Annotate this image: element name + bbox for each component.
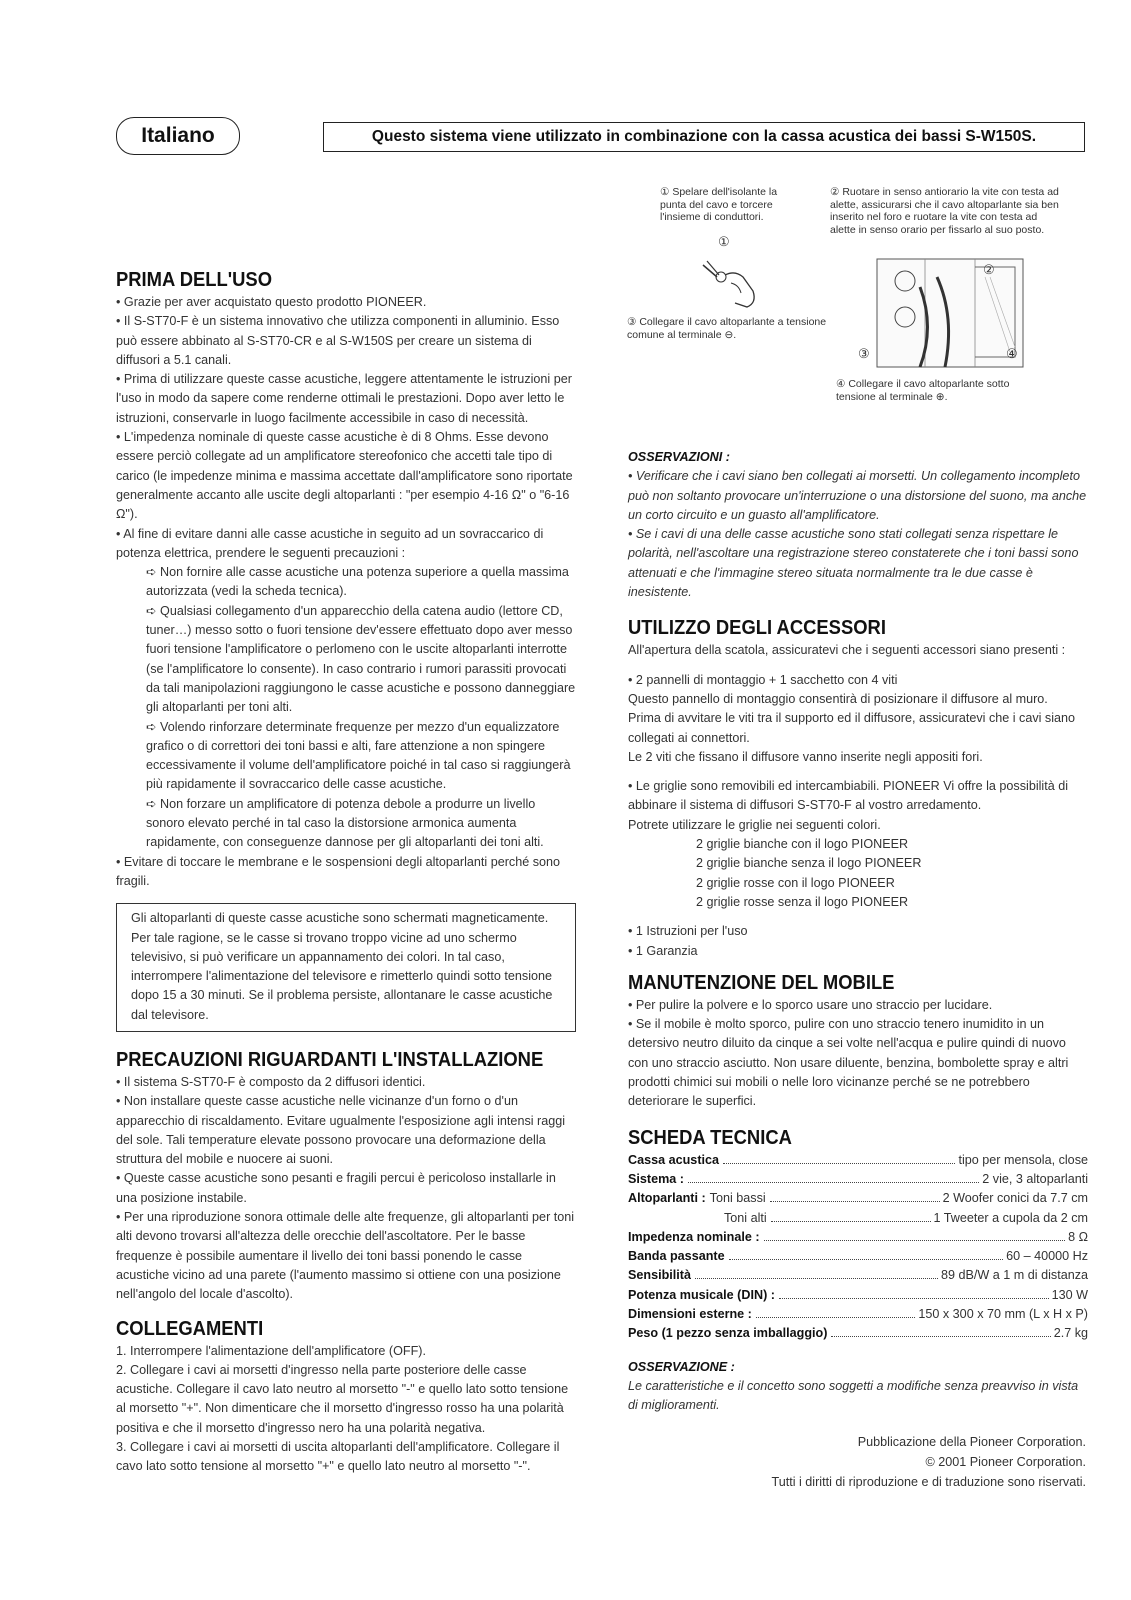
spec-key: Impedenza nominale : — [628, 1229, 760, 1244]
paragraph: • Evitare di toccare le membrane e le sospensioni degli altoparlanti perché sono fragili. — [116, 854, 561, 888]
paragraph: All'apertura della scatola, assicuratevi che i seguenti accessori siano presenti : — [628, 643, 1066, 658]
spec-value: 130 W — [1051, 1287, 1088, 1302]
grille-option: 2 griglie rosse con il logo PIONEER — [696, 875, 895, 890]
grille-option: 2 griglie rosse senza il logo PIONEER — [696, 894, 909, 909]
spec-row — [628, 1151, 1088, 1170]
magnetic-shield-note: Gli altoparlanti di queste casse acustiche sono schermati magneticamente. Per tale ragione, se le casse si trovano troppo vicine ad uno schermo televisivo, si può verificare un appannamento dei colori. In tal caso, interrompere l'alimentazione del televisore e rimetterlo quindi sotto tensione dopo 15 a 30 minuti. Se il problema persiste, allontanare le casse acustiche dal televisore. — [116, 903, 576, 1032]
paragraph: Questo pannello di montaggio consentirà di posizionare il diffusore al muro. — [628, 691, 1048, 706]
paragraph: Le 2 viti che fissano il diffusore vanno inserite negli appositi fori. — [628, 749, 983, 764]
sub-item: ➪ Volendo rinforzare determinate frequenze per mezzo d'un equalizzatore grafico o di correttori dei toni bassi e alti, fare attenzione a non spingere eccessivamente il volume dell'amplificatore poiché in tal caso si raggiungerà più rapidamente il sovraccarico delle casse acustiche. — [146, 719, 571, 792]
leader-dots — [770, 1200, 940, 1202]
spec-value: 60 – 40000 Hz — [1006, 1249, 1088, 1264]
left-column — [116, 268, 576, 1477]
paragraph: • Al fine di evitare danni alle casse acustiche in seguito ad un sovraccarico di potenza elettrica, prendere le seguenti precauzioni : — [116, 526, 544, 560]
spec-row — [628, 1209, 1088, 1228]
section-title-manutenzione: MANUTENZIONE DEL MOBILE — [628, 971, 895, 994]
paragraph: • Non installare queste casse acustiche nelle vicinanze d'un forno o d'un apparecchio di riscaldamento. Evitare ugualmente l'esposizione agli intensi raggi del sole. Tali temperature elevate possono provocare una deformazione della struttura del mobile e nuocere ai suoni. — [116, 1094, 566, 1167]
section-title-accessori: UTILIZZO DEGLI ACCESSORI — [628, 617, 886, 640]
publisher-footer — [771, 1432, 1086, 1492]
spec-value: 150 x 300 x 70 mm (L x H x P) — [918, 1306, 1088, 1321]
spec-row — [628, 1324, 1088, 1343]
spec-key: Cassa acustica — [628, 1152, 720, 1167]
leader-dots — [723, 1162, 955, 1164]
leader-dots — [695, 1277, 938, 1279]
spec-value: 2.7 kg — [1053, 1326, 1088, 1341]
spec-value: 89 dB/W a 1 m di distanza — [941, 1268, 1088, 1283]
figure-step1: ① Spelare dell'isolante la punta del cavo e torcere l'insieme di conduttori. — [660, 186, 778, 223]
language-badge: Italiano — [116, 117, 240, 155]
spec-key: Sistema : — [628, 1171, 684, 1186]
paragraph: • Per una riproduzione sonora ottimale delle alte frequenze, gli altoparlanti per toni alti devono trovarsi all'altezza delle orecchie dell'ascoltatore. Per le basse frequenze è possibile aumentare il livello dei toni bassi ponendo le casse acustiche vicino ad una parete (l'aumento massimo si ottiene con una posizione nell'angolo del locale d'ascolto). — [116, 1210, 575, 1302]
figure-step4: ④ Collegare il cavo altoparlante sotto tensione al terminale ⊕. — [836, 378, 1010, 403]
spec-key: Dimensioni esterne : — [628, 1306, 752, 1321]
section-title-scheda: SCHEDA TECNICA — [628, 1126, 792, 1149]
paragraph: • Per pulire la polvere e lo sporco usare uno straccio per lucidare. — [628, 997, 993, 1012]
spec-value: 8 Ω — [1068, 1229, 1088, 1244]
spec-value: 2 Woofer conici da 7.7 cm — [942, 1191, 1088, 1206]
list-item: • 1 Garanzia — [628, 943, 698, 958]
spec-row — [628, 1266, 1088, 1285]
spec-row — [628, 1286, 1088, 1305]
sub-item: ➪ Non fornire alle casse acustiche una potenza superiore a quella massima autorizzata (vedi la scheda tecnica). — [146, 565, 569, 599]
spec-value: 2 vie, 3 altoparlanti — [982, 1171, 1088, 1186]
spec-row — [628, 1170, 1088, 1189]
leader-dots — [764, 1239, 1066, 1241]
leader-dots — [831, 1335, 1050, 1337]
figure-num-4: ④ — [1006, 346, 1018, 361]
list-item: • Le griglie sono removibili ed intercambiabili. PIONEER Vi offre la possibilità di abbinare il sistema di diffusori S-ST70-F al vostro arredamento. — [628, 779, 1069, 813]
observations-label: OSSERVAZIONI : — [628, 450, 730, 464]
paragraph: 3. Collegare i cavi ai morsetti di uscita altoparlanti dell'amplificatore. Collegare il cavo lato sotto tensione al morsetto "+" e quello lato neutro al morsetto "-". — [116, 1440, 560, 1474]
header-banner: Questo sistema viene utilizzato in combinazione con la cassa acustica dei bassi S-W150S. — [323, 122, 1085, 152]
leader-dots — [779, 1297, 1049, 1299]
spec-value: 1 Tweeter a cupola da 2 cm — [933, 1210, 1088, 1225]
paragraph: • Il sistema S-ST70-F è composto da 2 diffusori identici. — [116, 1074, 426, 1089]
paragraph: • Il S-ST70-F è un sistema innovativo che utilizza componenti in alluminio. Esso può essere abbinato al S-ST70-CR e al S-W150S per creare un sistema di diffusori a 5.1 canali. — [116, 314, 560, 367]
list-item: • 1 Istruzioni per l'uso — [628, 924, 748, 939]
spec-key: Sensibilità — [628, 1268, 691, 1283]
spec-row — [628, 1228, 1088, 1247]
list-item: • 2 pannelli di montaggio + 1 sacchetto con 4 viti — [628, 672, 898, 687]
paragraph: Potrete utilizzare le griglie nei seguenti colori. — [628, 817, 881, 832]
paragraph: • Prima di utilizzare queste casse acustiche, leggere attentamente le istruzioni per l'uso in modo da sapere come renderne ottimali le prestazioni. Dopo aver letto le istruzioni, conservarle in luogo facilmente accessibile in caso di necessità. — [116, 372, 572, 425]
wire-twist-illustration — [695, 255, 775, 315]
figure-num-2: ② — [983, 262, 995, 277]
paragraph: Le caratteristiche e il concetto sono soggetti a modifiche senza preavviso in vista di miglioramenti. — [628, 1378, 1079, 1413]
spec-table — [628, 1151, 1088, 1344]
spec-subkey: Toni alti — [724, 1210, 767, 1225]
paragraph: • L'impedenza nominale di queste casse acustiche è di 8 Ohms. Esse devono essere perciò collegate ad un amplificatore stereofonico che accetti tale tipo di carico (le impedenze minima e massima accettate dall'amplificatore sono riportate generalmente accanto alle uscite degli altoparlanti : "per esempio 4-16 Ω" o "6-16 Ω"). — [116, 430, 573, 522]
spec-row — [628, 1305, 1088, 1324]
observation-label: OSSERVAZIONE : — [628, 1359, 735, 1374]
paragraph: 2. Collegare i cavi ai morsetti d'ingresso nella parte posteriore delle casse acustiche. Collegare il cavo lato neutro al morsetto "-" e quello lato sotto tensione al morsetto "+". Non dimenticare che il morsetto d'ingresso rosso ha una polarità positiva e che il morsetto d'ingresso nero ha una polarità negativa. — [116, 1362, 569, 1435]
sub-item: ➪ Non forzare un amplificatore di potenza debole a produrre un livello sonoro elevato perché in tal caso la distorsione armonica aumenta rapidamente, con conseguenze dannose per gli altoparlanti dei toni alti. — [146, 796, 544, 850]
spec-key: Potenza musicale (DIN) : — [628, 1287, 775, 1302]
figure-num-3: ③ — [858, 346, 870, 361]
spec-key: Banda passante — [628, 1249, 725, 1264]
figure-step2: ② Ruotare in senso antiorario la vite con testa ad alette, assicurarsi che il cavo altoparlante sia ben inserito nel foro e ruotare la vite con testa ad alette in senso orario per fissarlo al suo posto. — [830, 186, 1059, 236]
spec-row — [628, 1247, 1088, 1266]
paragraph: 1. Interrompere l'alimentazione dell'amplificatore (OFF). — [116, 1343, 426, 1358]
section-title-prima: PRIMA DELL'USO — [116, 269, 273, 291]
section-title-installazione: PRECAUZIONI RIGUARDANTI L'INSTALLAZIONE — [116, 1048, 544, 1071]
paragraph: • Se il mobile è molto sporco, pulire con uno straccio tenero inumidito in un detersivo neutro diluito da cinque a sei volte nell'acqua e pulire quindi di nuovo con uno straccio asciutto. Non usare diluente, benzina, bombolette spray e altri prodotti chimici sui mobili o nelle loro vicinanze perché se ne potrebbero deteriorare le superfici. — [628, 1017, 1069, 1109]
paragraph: Prima di avvitare le viti tra il supporto ed il diffusore, assicuratevi che i cavi siano collegati ai connettori. — [628, 711, 1076, 745]
footer-line: Pubblicazione della Pioneer Corporation. — [857, 1435, 1086, 1449]
paragraph: • Se i cavi di una delle casse acustiche sono stati collegati senza rispettare le polarità, nell'ascoltare una registrazione stereo constaterete che i toni bassi sono attenuati e che l'immagine stereo situata normalmente tra le due casse è inesistente. — [628, 527, 1079, 600]
leader-dots — [756, 1316, 916, 1318]
figure-step3: ③ Collegare il cavo altoparlante a tensione comune al terminale ⊖. — [627, 316, 827, 341]
leader-dots — [688, 1181, 979, 1183]
terminal-illustration — [875, 257, 1025, 369]
paragraph: • Grazie per aver acquistato questo prodotto PIONEER. — [116, 295, 427, 309]
paragraph: • Queste casse acustiche sono pesanti e fragili percui è pericoloso installarle in una posizione instabile. — [116, 1171, 556, 1205]
section-title-collegamenti: COLLEGAMENTI — [116, 1317, 264, 1340]
grille-option: 2 griglie bianche senza il logo PIONEER — [696, 856, 922, 871]
leader-dots — [729, 1258, 1003, 1260]
footer-line: Tutti i diritti di riproduzione e di traduzione sono riservati. — [771, 1475, 1086, 1489]
figure-num-1: ① — [718, 234, 730, 249]
paragraph: • Verificare che i cavi siano ben collegati ai morsetti. Un collegamento incompleto può non soltanto provocare un'interruzione o una distorsione del suono, ma anche un corto circuito e un guasto all'amplificatore. — [628, 469, 1087, 522]
spec-subkey: Toni bassi — [709, 1191, 766, 1206]
grille-option: 2 griglie bianche con il logo PIONEER — [696, 837, 909, 852]
spec-row — [628, 1189, 1088, 1208]
spec-key: Altoparlanti : — [628, 1191, 706, 1206]
spec-key: Peso (1 pezzo senza imballaggio) — [628, 1326, 828, 1341]
footer-line: © 2001 Pioneer Corporation. — [925, 1455, 1086, 1469]
leader-dots — [771, 1220, 931, 1222]
spec-value: tipo per mensola, close — [958, 1152, 1088, 1167]
sub-item: ➪ Qualsiasi collegamento d'un apparecchio della catena audio (lettore CD, tuner…) messo sotto o fuori tensione dev'essere effettuato dopo aver messo fuori tensione l'amplificatore o perlomeno con le uscite altoparlanti interrotte (se l'amplificatore lo consente). In caso contrario i rumori parassiti provocati da tali manipolazioni raggiungono le casse acustiche e possono danneggiare gli altoparlanti per toni alti. — [146, 603, 576, 715]
right-column — [628, 444, 1088, 1415]
